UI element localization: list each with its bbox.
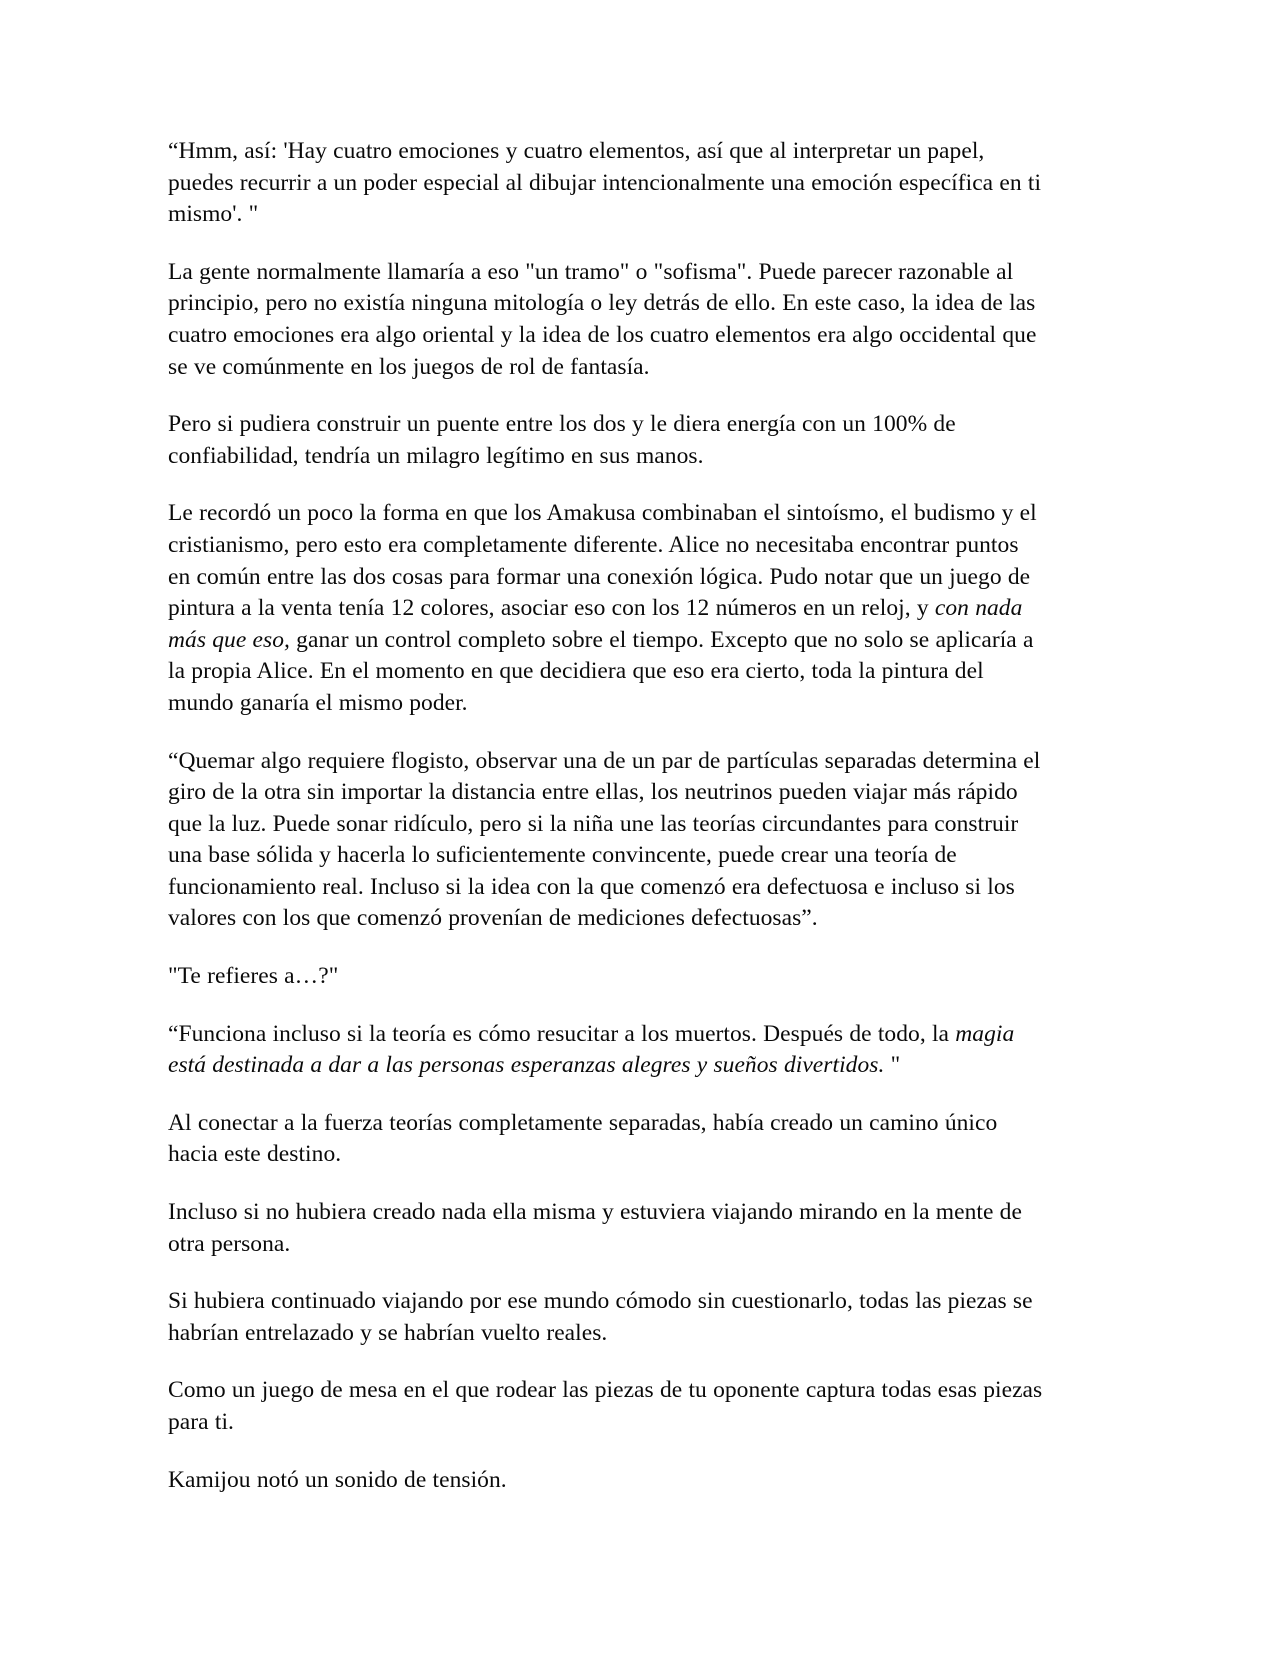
paragraph-le-recordo-part-2: ganar un control completo sobre el tiempo. Excepto que no solo se aplicaría a la propia Alice. En el momento en que decidiera que eso era cierto, toda la pintura del mundo ganaría el mismo poder.	[168, 626, 1034, 716]
document-text-column	[168, 136, 1046, 1496]
paragraph-funciona-part-2: "	[884, 1052, 901, 1079]
paragraph-le-recordo	[168, 498, 1046, 719]
paragraph-al-conectar: Al conectar a la fuerza teorías completamente separadas, había creado un camino único hacia este destino.	[168, 1109, 998, 1168]
paragraph-te-refieres: "Te refieres a…?"	[168, 963, 339, 990]
paragraph-funciona-incluso	[168, 1019, 1046, 1082]
paragraph-la-gente: La gente normalmente llamaría a eso "un tramo" o "sofisma". Puede parecer razonable al principio, pero no existía ninguna mitología o ley detrás de ello. En este caso, la idea de las cuatro emociones era algo oriental y la idea de los cuatro elementos era algo occidental que se ve comúnmente en los juegos de rol de fantasía.	[168, 258, 1037, 380]
paragraph-le-recordo-part-1: Le recordó un poco la forma en que los Amakusa combinaban el sintoísmo, el budismo y el cristianismo, pero esto era completamente diferente. Alice no necesitaba encontrar puntos en común entre las dos cosas para formar una conexión lógica. Pudo notar que un juego de pintura a la venta tenía 12 colores, asociar eso con los 12 números en un reloj, y	[168, 500, 1037, 622]
paragraph-pero-si-pudiera: Pero si pudiera construir un puente entre los dos y le diera energía con un 100% de confiabilidad, tendría un milagro legítimo en sus manos.	[168, 411, 956, 469]
paragraph-como-un-juego-de-mesa: Como un juego de mesa en el que rodear las piezas de tu oponente captura todas esas piezas para ti.	[168, 1377, 1043, 1435]
paragraph-si-hubiera-continuado: Si hubiera continuado viajando por ese mundo cómodo sin cuestionarlo, todas las piezas se habrían entrelazado y se habrían vuelto reales.	[168, 1288, 1033, 1346]
paragraph-hmm-asi: “Hmm, así: 'Hay cuatro emociones y cuatro elementos, así que al interpretar un papel, puedes recurrir a un poder especial al dibujar intencionalmente una emoción específica en ti mismo'. "	[168, 138, 1042, 228]
paragraph-funciona-part-1: “Funciona incluso si la teoría es cómo resucitar a los muertos. Después de todo, la	[168, 1020, 956, 1047]
paragraph-quemar-algo: “Quemar algo requiere flogisto, observar una de un par de partículas separadas determina el giro de la otra sin importar la distancia entre ellas, los neutrinos pueden viajar más rápido que la luz. Puede sonar ridículo, pero si la niña une las teorías circundantes para construir una base sólida y hacerla lo suficientemente convincente, puede crear una teoría de funcionamiento real. Incluso si la idea con la que comenzó era defectuosa e incluso si los valores con los que comenzó provenían de mediciones defectuosas”.	[168, 747, 1041, 932]
paragraph-funciona-emphasis: magia está destinada a dar a las personas esperanzas alegres y sueños divertidos.	[168, 1020, 1015, 1079]
paragraph-incluso-si-no-hubiera: Incluso si no hubiera creado nada ella misma y estuviera viajando mirando en la mente de otra persona.	[168, 1199, 1022, 1257]
paragraph-le-recordo-emphasis: con nada más que eso,	[168, 595, 1023, 653]
paragraph-kamijou-noto: Kamijou notó un sonido de tensión.	[168, 1466, 507, 1493]
